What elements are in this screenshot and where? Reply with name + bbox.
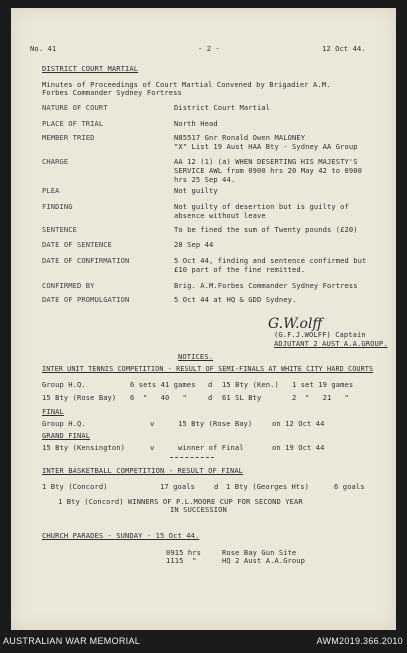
- section-title-court-martial: DISTRICT COURT MARTIAL: [42, 64, 139, 73]
- notices-title: NOTICES.: [178, 352, 213, 361]
- final-date: on 12 Oct 44: [272, 419, 325, 428]
- signature-scrawl: G.W.olff: [268, 316, 323, 332]
- grand-final-label: GRAND FINAL: [42, 431, 91, 440]
- court-detail-value: Not guilty: [174, 186, 218, 195]
- tennis-heading: INTER UNIT TENNIS COMPETITION - RESULT OF SEMI-FINALS AT WHITE CITY HARD COURTS: [42, 365, 374, 373]
- church-time-1: 0915 hrs: [166, 548, 201, 557]
- grand-final-team-a: 15 Bty (Kensington): [42, 443, 126, 452]
- tennis-row-2-score-b: 2 " 21 ": [292, 393, 349, 402]
- footer-accession-number: AWM2019.366.2010: [316, 636, 403, 646]
- final-label: FINAL: [42, 407, 64, 416]
- tennis-row-2-team-b: 61 SL Bty: [222, 393, 262, 402]
- court-detail-label: PLACE OF TRIAL: [42, 119, 104, 128]
- basketball-score-a: 17 goals: [160, 482, 195, 491]
- document-number: No. 41: [30, 44, 57, 53]
- court-detail-label: DATE OF CONFIRMATION: [42, 256, 130, 265]
- grand-final-team-b: winner of Final: [178, 443, 244, 452]
- court-detail-value: Not guilty of desertion but is guilty of absence without leave: [174, 202, 349, 220]
- final-team-a: Group H.Q.: [42, 419, 86, 428]
- court-detail-label: FINDING: [42, 202, 73, 211]
- grand-final-date: on 19 Oct 44: [272, 443, 325, 452]
- basketball-team-a: 1 Bty (Concord): [42, 482, 108, 491]
- court-detail-value: District Court Martial: [174, 103, 271, 112]
- tennis-row-1-team-a: Group H.Q.: [42, 380, 86, 389]
- basketball-winner-line-2: IN SUCCESSION: [170, 505, 227, 514]
- court-detail-value: N85517 Gnr Ronald Owen MALONEY "X" List 19 Aust HAA Bty - Sydney AA Group: [174, 133, 358, 151]
- footer-credit: AUSTRALIAN WAR MEMORIAL: [3, 636, 141, 646]
- document-date: 12 Oct 44.: [322, 44, 366, 53]
- basketball-team-b: 1 Bty (Georges Hts): [226, 482, 310, 491]
- court-detail-label: DATE OF PROMULGATION: [42, 295, 130, 304]
- court-detail-label: NATURE OF COURT: [42, 103, 108, 112]
- tennis-row-1-score-b: 1 set 19 games: [292, 380, 354, 389]
- basketball-score-b: 6 goals: [334, 482, 365, 491]
- tennis-row-1-score-a: 6 sets 41 games: [130, 380, 196, 389]
- basketball-heading: INTER BASKETBALL COMPETITION - RESULT OF FINAL: [42, 466, 244, 475]
- court-detail-label: CHARGE: [42, 157, 69, 166]
- church-place-2: HQ 2 Aust A.A.Group: [222, 556, 306, 565]
- separator: [170, 457, 214, 458]
- court-detail-label: CONFIRMED BY: [42, 281, 95, 290]
- minutes-line-1: Minutes of Proceedings of Court Martial Convened by Brigadier A.M.: [42, 80, 331, 89]
- grand-final-versus: v: [150, 443, 155, 452]
- basketball-defeated: d: [214, 482, 219, 491]
- tennis-row-2-score-a: 6 " 40 ": [130, 393, 187, 402]
- court-detail-label: DATE OF SENTENCE: [42, 240, 112, 249]
- tennis-row-1-defeated: d: [208, 380, 213, 389]
- page-number: - 2 -: [198, 44, 220, 53]
- basketball-winner-line-1: 1 Bty (Concord) WINNERS OF P.L.MOORE CUP FOR SECOND YEAR: [58, 497, 303, 506]
- court-detail-label: MEMBER TRIED: [42, 133, 95, 142]
- church-place-1: Rose Bay Gun Site: [222, 548, 297, 557]
- court-detail-label: PLEA: [42, 186, 60, 195]
- court-detail-value: AA 12 (1) (a) WHEN DESERTING HIS MAJESTY'S SERVICE AWL from 0900 hrs 20 May 42 to 0900 hrs 25 Sep 44.: [174, 157, 362, 184]
- tennis-row-1-team-b: 15 Bty (Ken.): [222, 380, 279, 389]
- minutes-line-2: Forbes Commander Sydney Fortress: [42, 88, 182, 97]
- court-detail-value: Brig. A.M.Forbes Commander Sydney Fortress: [174, 281, 358, 290]
- final-versus: v: [150, 419, 155, 428]
- court-detail-value: 5 Oct 44, finding and sentence confirmed but £10 part of the fine remitted.: [174, 256, 367, 274]
- court-detail-label: SENTENCE: [42, 225, 77, 234]
- tennis-row-2-team-a: 15 Bty (Rose Bay): [42, 393, 117, 402]
- signature-name: (G.F.J.WOLFF) Captain: [274, 330, 366, 339]
- church-heading: CHURCH PARADES - SUNDAY - 15 Oct 44.: [42, 531, 200, 540]
- signature-title: ADJUTANT 2 AUST A.A.GROUP.: [274, 339, 388, 348]
- court-detail-value: To be fined the sum of Twenty pounds (£20): [174, 225, 358, 234]
- court-detail-value: 5 Oct 44 at HQ & GDD Sydney.: [174, 295, 297, 304]
- final-team-b: 15 Bty (Rose Bay): [178, 419, 253, 428]
- court-detail-value: 28 Sep 44: [174, 240, 214, 249]
- court-detail-value: North Head: [174, 119, 218, 128]
- church-time-2: 1115 ": [166, 556, 197, 565]
- tennis-row-2-defeated: d: [208, 393, 213, 402]
